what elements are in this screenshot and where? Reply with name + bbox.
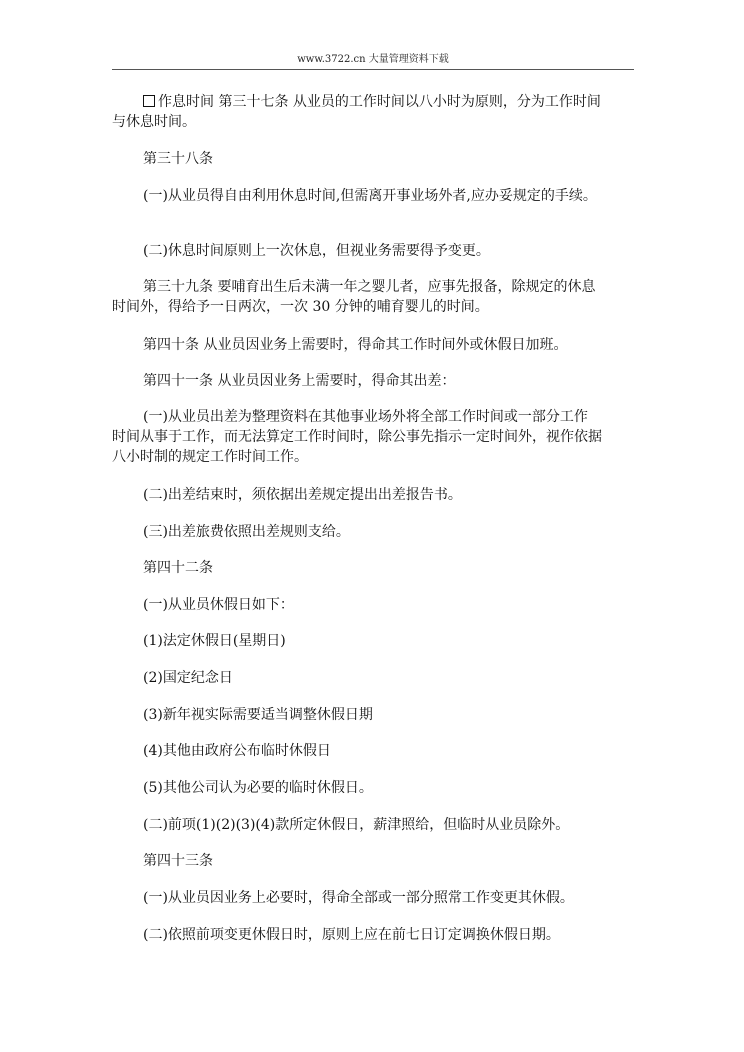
paragraph-line: 时间外，得给予一日两次，一次 30 分钟的哺育婴儿的时间。: [112, 299, 489, 315]
paragraph-article-40: [112, 335, 634, 355]
paragraph-line: (一)从业员得自由利用休息时间,但需离开事业场外者,应办妥规定的手续。: [143, 188, 597, 204]
paragraph-line: (三)出差旅费依照出差规则支给。: [143, 524, 350, 540]
paragraph-article-43-item-1: [112, 888, 634, 908]
paragraph-line: (一)从业员出差为整理资料在其他事业场外将全部工作时间或一部分工作: [143, 409, 588, 425]
paragraph-line: (二)出差结束时，须依据出差规定提出出差报告书。: [143, 487, 462, 503]
paragraph-line: 与休息时间。: [112, 114, 196, 130]
paragraph-line: 第四十条 从业员因业务上需要时，得命其工作时间外或休假日加班。: [143, 337, 568, 353]
paragraph-line: 第三十九条 要哺育出生后未满一年之婴儿者，应事先报备，除规定的休息: [143, 279, 596, 295]
paragraph-line: (5)其他公司认为必要的临时休假日。: [143, 780, 373, 796]
paragraph-article-41-item-2: [112, 485, 634, 505]
paragraph-article-38-item-2: [112, 241, 634, 261]
list-item-holiday-5: [112, 778, 634, 798]
paragraph-line: 时间从事于工作，而无法算定工作时间时，除公事先指示一定时间外，视作依据: [112, 429, 602, 445]
checkbox-icon: [143, 95, 155, 107]
paragraph-article-41-item-1: [112, 407, 634, 467]
paragraph-line: 第四十一条 从业员因业务上需要时，得命其出差：: [143, 373, 456, 389]
paragraph-line: (2)国定纪念日: [143, 670, 233, 686]
paragraph-article-43-item-2: [112, 925, 634, 945]
paragraph-line: (1)法定休假日(星期日): [143, 633, 286, 649]
paragraph-article-42-item-1: [112, 595, 634, 615]
paragraph-line: (4)其他由政府公布临时休假日: [143, 743, 331, 759]
paragraph-article-41-title: [112, 371, 634, 391]
paragraph-line: (3)新年视实际需要适当调整休假日期: [143, 707, 373, 723]
paragraph-article-39: [112, 277, 634, 317]
paragraph-article-42-title: [112, 558, 634, 578]
paragraph-line: (一)从业员休假日如下：: [143, 597, 294, 613]
list-item-holiday-1: [112, 631, 634, 651]
list-item-holiday-4: [112, 741, 634, 761]
paragraph-line: (一)从业员因业务上必要时，得命全部或一部分照常工作变更其休假。: [143, 890, 574, 906]
header-text: www.3722.cn 大量管理资料下载: [297, 54, 449, 65]
paragraph-article-38-title: [112, 149, 634, 169]
page-header: [112, 53, 634, 70]
list-item-holiday-2: [112, 668, 634, 688]
list-item-holiday-3: [112, 705, 634, 725]
paragraph-article-41-item-3: [112, 522, 634, 542]
paragraph-line: 第四十二条: [143, 560, 213, 576]
paragraph-line: 八小时制的规定工作时间工作。: [112, 449, 308, 465]
paragraph-line: 第三十八条: [143, 151, 213, 167]
paragraph-line: 第四十三条: [143, 853, 213, 869]
paragraph-line: (二)休息时间原则上一次休息，但视业务需要得予变更。: [143, 243, 490, 259]
paragraph-article-37: [112, 92, 634, 132]
paragraph-line: (二)依照前项变更休假日时，原则上应在前七日订定调换休假日期。: [143, 927, 560, 943]
paragraph-line: 作息时间 第三十七条 从业员的工作时间以八小时为原则，分为工作时间: [158, 94, 601, 110]
paragraph-line: (二)前项(1)(2)(3)(4)款所定休假日，薪津照给，但临时从业员除外。: [143, 817, 570, 833]
paragraph-article-42-item-2: [112, 815, 634, 835]
paragraph-article-43-title: [112, 851, 634, 871]
paragraph-article-38-item-1: [112, 186, 634, 206]
